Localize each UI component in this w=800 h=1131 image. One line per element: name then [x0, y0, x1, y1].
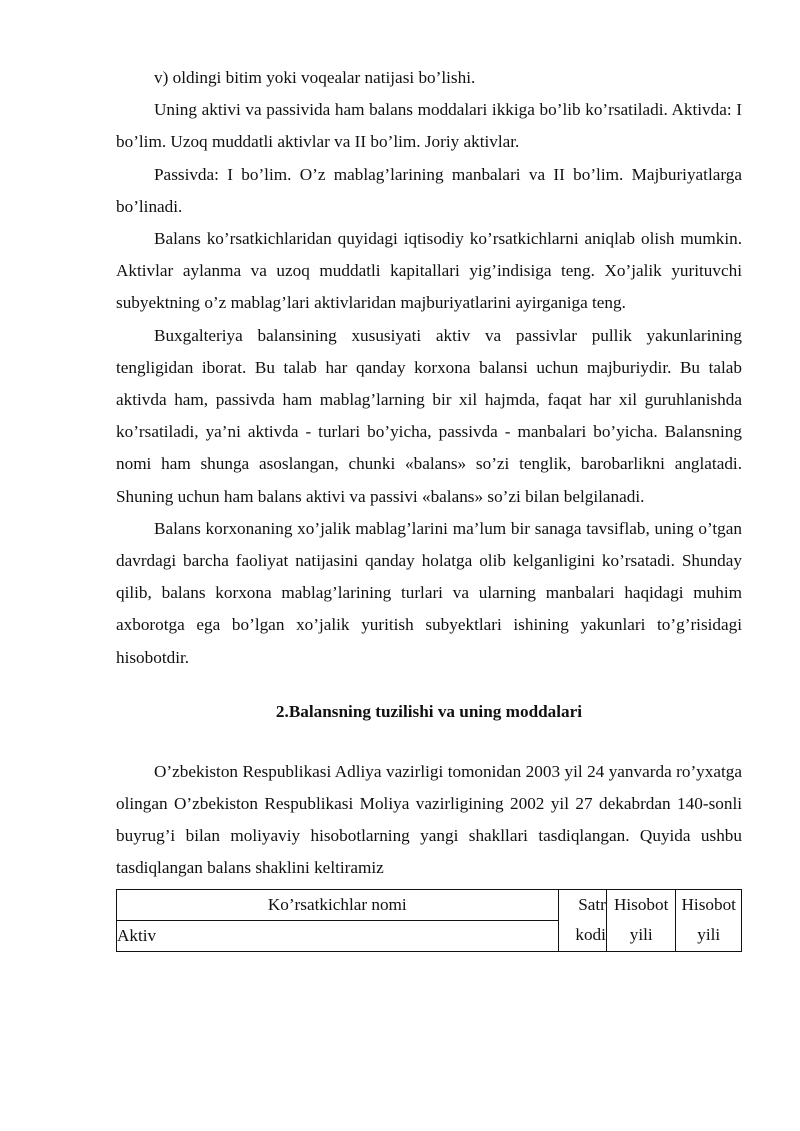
spacer [116, 728, 742, 756]
header-line-code-2: kodi [575, 924, 606, 944]
paragraph-4: Balans ko’rsatkichlaridan quyidagi iqtisodiy ko’rsatkichlarni aniqlab olish mumkin. Aktivlar aylanma va uzoq muddatli kapitallari yig’indisiga teng. Xo’jalik yurituvchi subyektning o’z mablag’lari aktivlaridan majburiyatlarini ayirganiga teng. [116, 229, 742, 313]
header-report-year-2-line-1: Hisobot [681, 894, 736, 914]
section-heading: 2.Balansning tuzilishi va uning moddalari [275, 701, 583, 721]
header-line-code-1: Satr [578, 894, 606, 914]
balance-table [116, 889, 742, 952]
paragraph-1: v) oldingi bitim yoki voqealar natijasi bo’lishi. [154, 68, 476, 87]
header-indicator-name: Ko’rsatkichlar nomi [117, 889, 559, 920]
document-page [116, 62, 742, 952]
header-line-code [558, 889, 606, 951]
header-report-year-1 [606, 889, 676, 951]
header-report-year-2-line-2: yili [697, 924, 721, 944]
header-report-year-1-line-2: yili [629, 924, 653, 944]
header-report-year-2 [676, 889, 742, 951]
header-report-year-1-line-1: Hisobot [613, 894, 669, 914]
row-aktiv-label: Aktiv [117, 920, 559, 951]
paragraph-2: Uning aktivi va passivida ham balans moddalari ikkiga bo’lib ko’rsatiladi. Aktivda: I bo’lim. Uzoq muddatli aktivlar va II bo’lim. Joriy aktivlar. [116, 100, 742, 152]
paragraph-7: O’zbekiston Respublikasi Adliya vazirligi tomonidan 2003 yil 24 yanvarda ro’yxatga olingan O’zbekiston Respublikasi Moliya vazirligining 2002 yil 27 dekabrdan 140-sonli buyrug’i bilan moliyaviy hisobotlarning yangi shakllari tasdiqlangan. Quyida ushbu tasdiqlangan balans shaklini keltiramiz [116, 761, 742, 878]
paragraph-3: Passivda: I bo’lim. O’z mablag’larining manbalari va II bo’lim. Majburiyatlarga bo’linadi. [116, 164, 742, 216]
paragraph-5: Buxgalteriya balansining xususiyati aktiv va passivlar pullik yakunlarining tengligidan iborat. Bu talab har qanday korxona balansi uchun majburiydir. Bu talab aktivda ham, passivda ham mablag’larning bir xil hajmda, faqat har xil guruhlanishda ko’rsatiladi, ya’ni aktivda - turlari bo’yicha, passivda - manbalari bo’yicha. Balansning nomi ham shunga asoslangan, chunki «balans» so’zi tenglik, barobarlikni anglatadi. Shuning uchun ham balans aktivi va passivi «balans» so’zi bilan belgilanadi. [116, 325, 742, 506]
paragraph-6: Balans korxonaning xo’jalik mablag’larini ma’lum bir sanaga tavsiflab, uning o’tgan davrdagi barcha faoliyat natijasini qanday holatga olib kelganligini ko’rsatadi. Shunday qilib, balans korxona mablag’larining turlari va ularning manbalari haqidagi muhim axborotga ega bo’lgan xo’jalik yuritish subyektlari ishining yakunlari to’g’risidagi hisobotdir. [116, 518, 742, 667]
table-header-row [117, 889, 742, 920]
spacer [116, 674, 742, 696]
